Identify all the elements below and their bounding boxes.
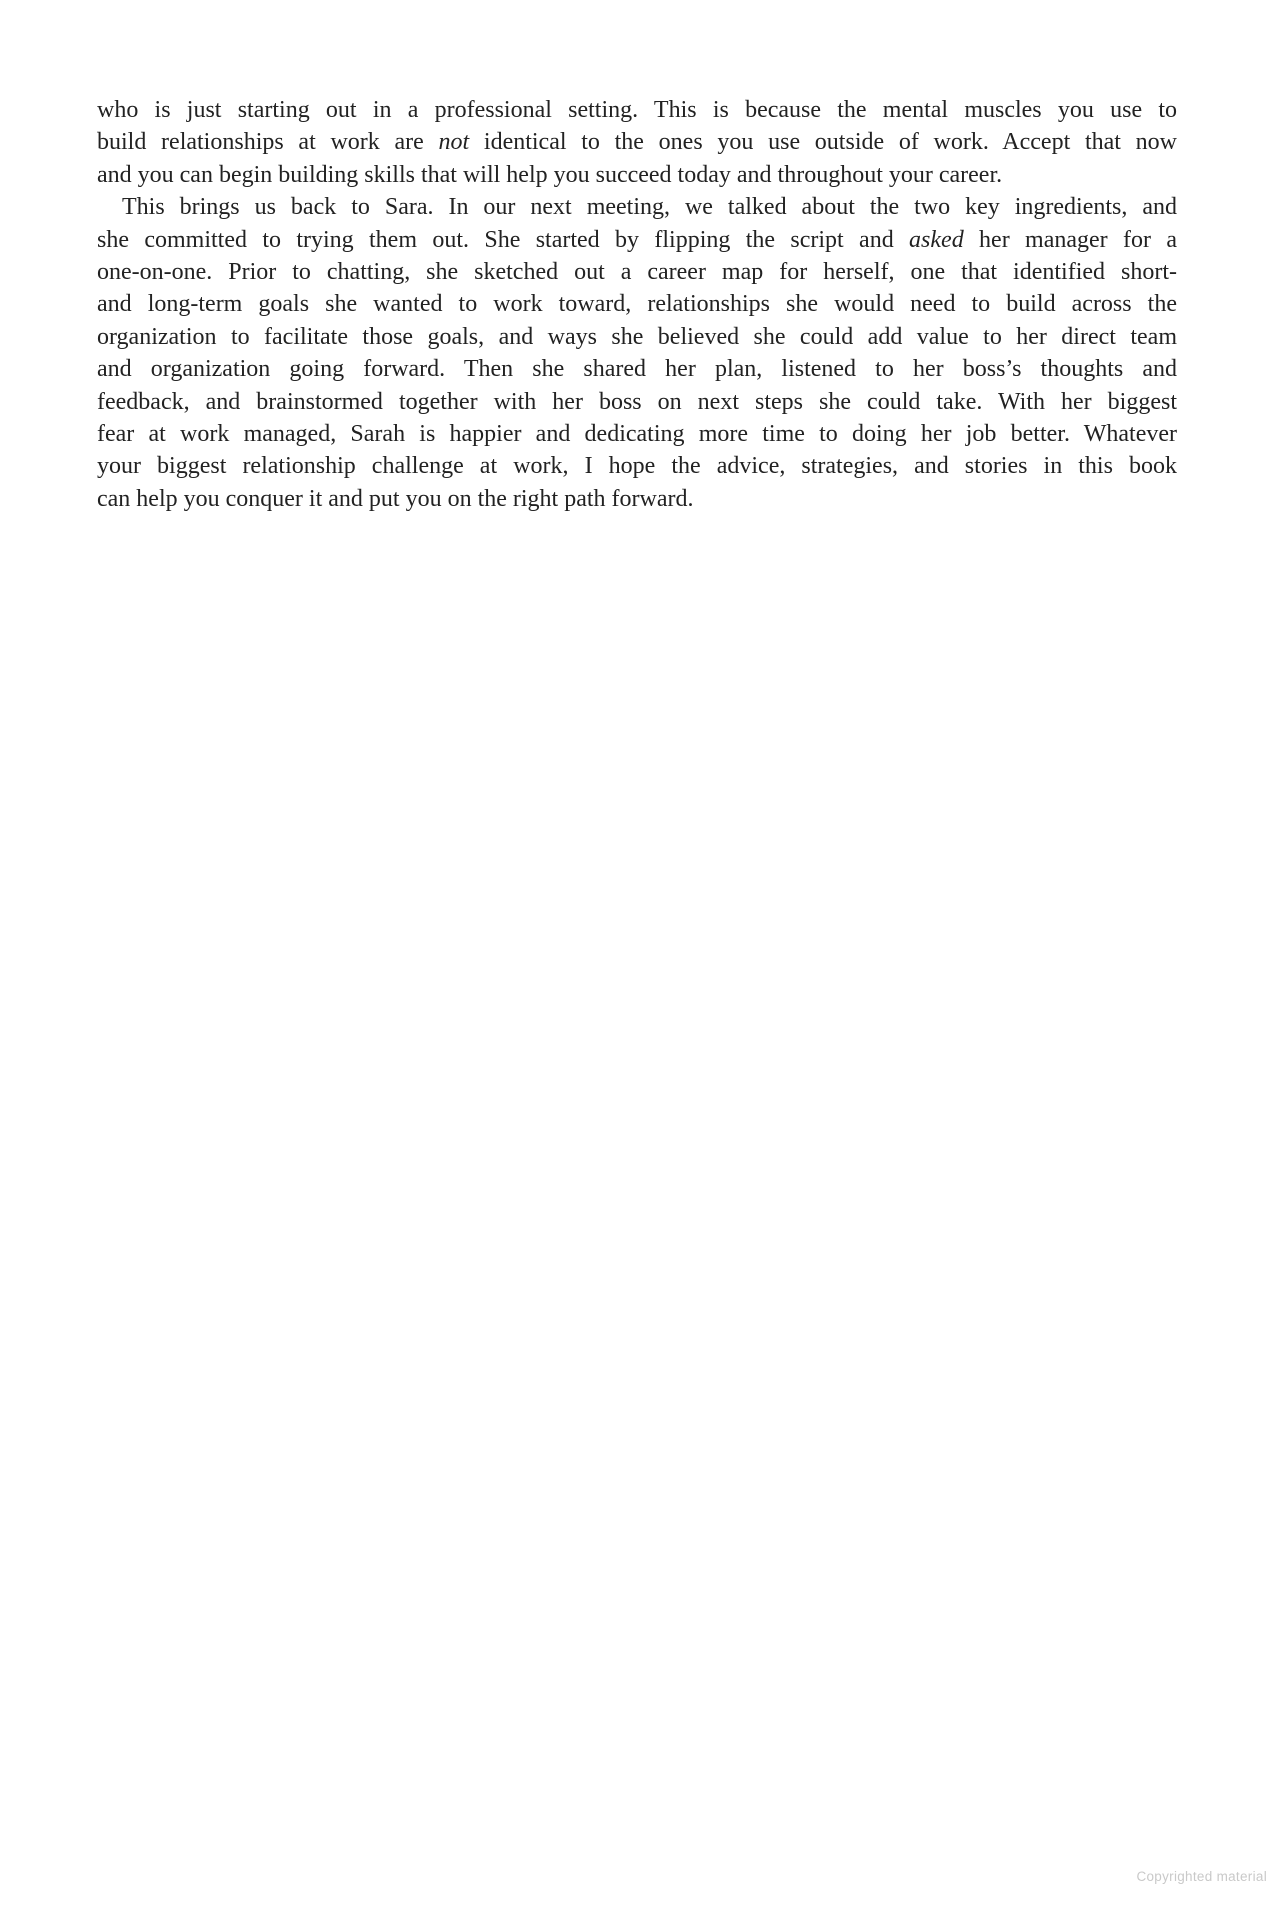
body-text: [97, 94, 1177, 515]
text-line: and you can begin building skills that will help you succeed today and throughout your career.: [97, 161, 1003, 188]
text-line: and long-term goals she wanted to work toward, relationships she would need to build across the: [97, 291, 1177, 318]
text-line: can help you conquer it and put you on the right path forward.: [97, 485, 694, 512]
text-line: she committed to trying them out. She started by flipping the script and asked her manager for a: [97, 226, 1177, 253]
copyright-watermark: Copyrighted material: [1136, 1869, 1267, 1884]
text-line: build relationships at work are not identical to the ones you use outside of work. Accept that now: [97, 129, 1177, 156]
text-line: who is just starting out in a professional setting. This is because the mental muscles you use to: [97, 97, 1177, 123]
text-line: feedback, and brainstormed together with her boss on next steps she could take. With her biggest: [97, 388, 1177, 415]
text-line: This brings us back to Sara. In our next meeting, we talked about the two key ingredients, and: [122, 194, 1177, 221]
text-line: one-on-one. Prior to chatting, she sketched out a career map for herself, one that identified short-: [97, 259, 1177, 286]
text-line: your biggest relationship challenge at work, I hope the advice, strategies, and stories in this book: [97, 453, 1177, 480]
text-line: and organization going forward. Then she shared her plan, listened to her boss’s thoughts and: [97, 356, 1177, 383]
text-line: organization to facilitate those goals, and ways she believed she could add value to her direct team: [97, 323, 1177, 350]
paragraph: [97, 94, 1177, 191]
text-line: fear at work managed, Sarah is happier and dedicating more time to doing her job better. Whatever: [97, 421, 1177, 448]
paragraph: [97, 191, 1177, 515]
